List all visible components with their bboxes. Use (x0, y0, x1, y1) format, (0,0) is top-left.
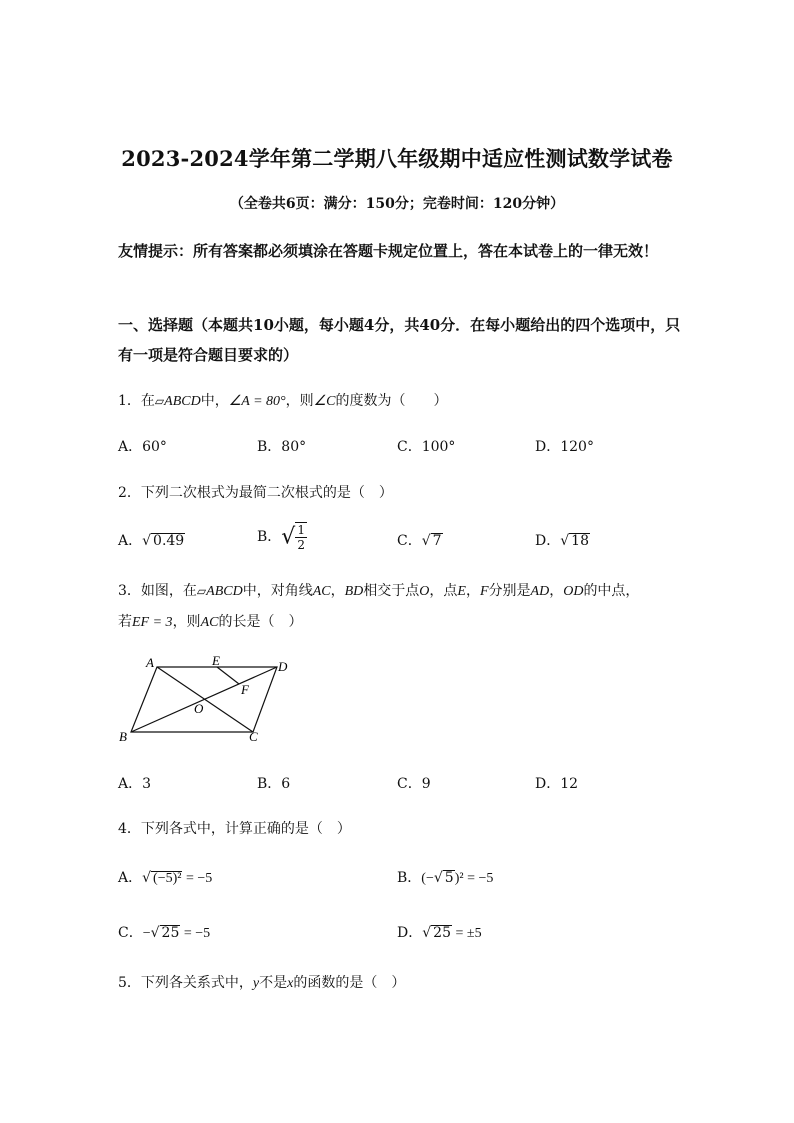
q4-option-c (118, 922, 210, 942)
q3-math: BD (344, 584, 364, 599)
q3-math: O (419, 584, 430, 599)
section-1-heading: 一、选择题（本题共10小题，每小题4分，共40分．在每小题给出的四个选项中，只有一项是符合题目要求的） (118, 316, 681, 364)
q2-option-a (118, 530, 185, 550)
radical-sign: √ (142, 870, 152, 886)
q2-option-c (397, 530, 443, 550)
question-3-stem-line-1 (118, 580, 639, 600)
q4-option-d (397, 922, 482, 942)
parallelogram-symbol: ▱ (196, 584, 207, 598)
q1-text: 1．在 (118, 393, 155, 409)
q1-option-d: D．120° (535, 439, 594, 455)
option-label: D． (535, 533, 561, 549)
label-c: C (249, 729, 258, 744)
fraction (295, 522, 307, 552)
radical-sign: √ (142, 533, 152, 549)
q4-option-b (397, 867, 493, 887)
q4-math: = −5 (180, 926, 211, 941)
question-2-stem: 2．下列二次根式为最简二次根式的是（ ） (118, 485, 393, 501)
q1-text: 中， (200, 393, 229, 409)
q4-math: (− (421, 871, 434, 886)
q1-math: ABCD (164, 394, 201, 409)
label-o: O (194, 701, 204, 716)
denominator: 2 (297, 538, 305, 552)
q3-math: AD (530, 584, 550, 599)
q3-text: 若 (118, 614, 132, 630)
notice: 友情提示：所有答案都必须填涂在答题卡规定位置上，答在本试卷上的一律无效！ (118, 242, 659, 260)
q2-option-b (257, 522, 307, 552)
radicand: 25 (161, 925, 180, 941)
q1-option-b: B．80° (257, 439, 307, 455)
q3-math: OD (563, 584, 584, 599)
radical-sign: √ (433, 870, 443, 886)
exam-subtitle: （全卷共6页：满分：150分；完卷时间：120分钟） (229, 196, 565, 212)
parallelogram-diagram (115, 652, 305, 747)
option-label: A． (118, 870, 143, 886)
q1-math: ∠A = 80° (228, 394, 286, 409)
question-1-stem (118, 390, 448, 410)
label-e: E (212, 653, 220, 668)
q3-text: 相交于点 (363, 583, 420, 599)
q1-option-c: C．100° (397, 439, 456, 455)
q5-text: 的函数的是（ ） (293, 975, 406, 991)
q3-math: AC (312, 584, 331, 599)
q1-option-a: A．60° (118, 439, 167, 455)
q2-option-d (535, 530, 590, 550)
q3-math: EF = 3 (132, 615, 173, 630)
q4-option-a (118, 867, 212, 887)
radical-sign: √ (421, 533, 431, 549)
option-label: A． (118, 533, 143, 549)
question-5-stem (118, 972, 405, 992)
radicand: (−5)² (153, 871, 182, 886)
option-label: D． (397, 925, 423, 941)
q3-option-a: A．3 (118, 776, 152, 792)
question-4-stem: 4．下列各式中，计算正确的是（ ） (118, 821, 351, 837)
question-3-stem-line-2 (118, 611, 302, 631)
radical-sign: √ (422, 925, 432, 941)
option-label: B． (397, 870, 422, 886)
q3-text: 中，对角线 (242, 583, 313, 599)
q1-text: ，则 (285, 393, 314, 409)
parallelogram-figure (115, 652, 305, 747)
numerator: 1 (297, 523, 305, 537)
q4-math: = ±5 (451, 926, 482, 941)
q3-option-c: C．9 (397, 776, 431, 792)
segment-ef (217, 667, 239, 684)
radical-sign: √ (281, 524, 296, 550)
q1-math: ∠C (313, 394, 336, 409)
q3-text: ，则 (172, 614, 201, 630)
q3-text: ，点 (429, 583, 458, 599)
q3-text: 分别是 (488, 583, 531, 599)
q3-text: ， (465, 583, 480, 599)
option-label: C． (118, 925, 143, 941)
q3-text: 的长是（ ） (218, 614, 303, 630)
exam-title: 2023-2024学年第二学期八年级期中适应性测试数学试卷 (121, 146, 673, 171)
label-d: D (278, 659, 288, 674)
q3-math: AC (200, 615, 219, 630)
parallelogram-symbol: ▱ (154, 394, 165, 408)
q3-text: 的中点， (583, 583, 640, 599)
q4-math: − (142, 926, 151, 941)
label-b: B (119, 729, 127, 744)
q1-text: 的度数为（ ） (335, 393, 448, 409)
label-f: F (241, 682, 249, 697)
q3-text: ， (549, 583, 564, 599)
label-a: A (146, 655, 154, 670)
q3-text: ， (330, 583, 345, 599)
q5-math: y (252, 976, 260, 991)
q4-math: )² = −5 (454, 871, 494, 886)
q3-text: 3．如图，在 (118, 583, 197, 599)
radicand: 5 (444, 870, 454, 886)
radical-sign: √ (150, 925, 160, 941)
option-label: B． (257, 529, 282, 545)
radicand: 0.49 (153, 533, 185, 549)
q3-option-b: B．6 (257, 776, 291, 792)
radicand: 25 (433, 925, 451, 941)
q3-math: E (457, 584, 466, 599)
q3-option-d: D．12 (535, 776, 579, 792)
radicand: 7 (432, 533, 442, 549)
q4-math: = −5 (182, 871, 213, 886)
radicand: 18 (571, 533, 589, 549)
radical-sign: √ (560, 533, 570, 549)
q3-math: ABCD (206, 584, 243, 599)
q5-math: x (287, 976, 294, 991)
q5-text: 不是 (259, 975, 288, 991)
option-label: C． (397, 533, 422, 549)
q5-text: 5．下列各关系式中， (118, 975, 253, 991)
q3-math: F (479, 584, 489, 599)
